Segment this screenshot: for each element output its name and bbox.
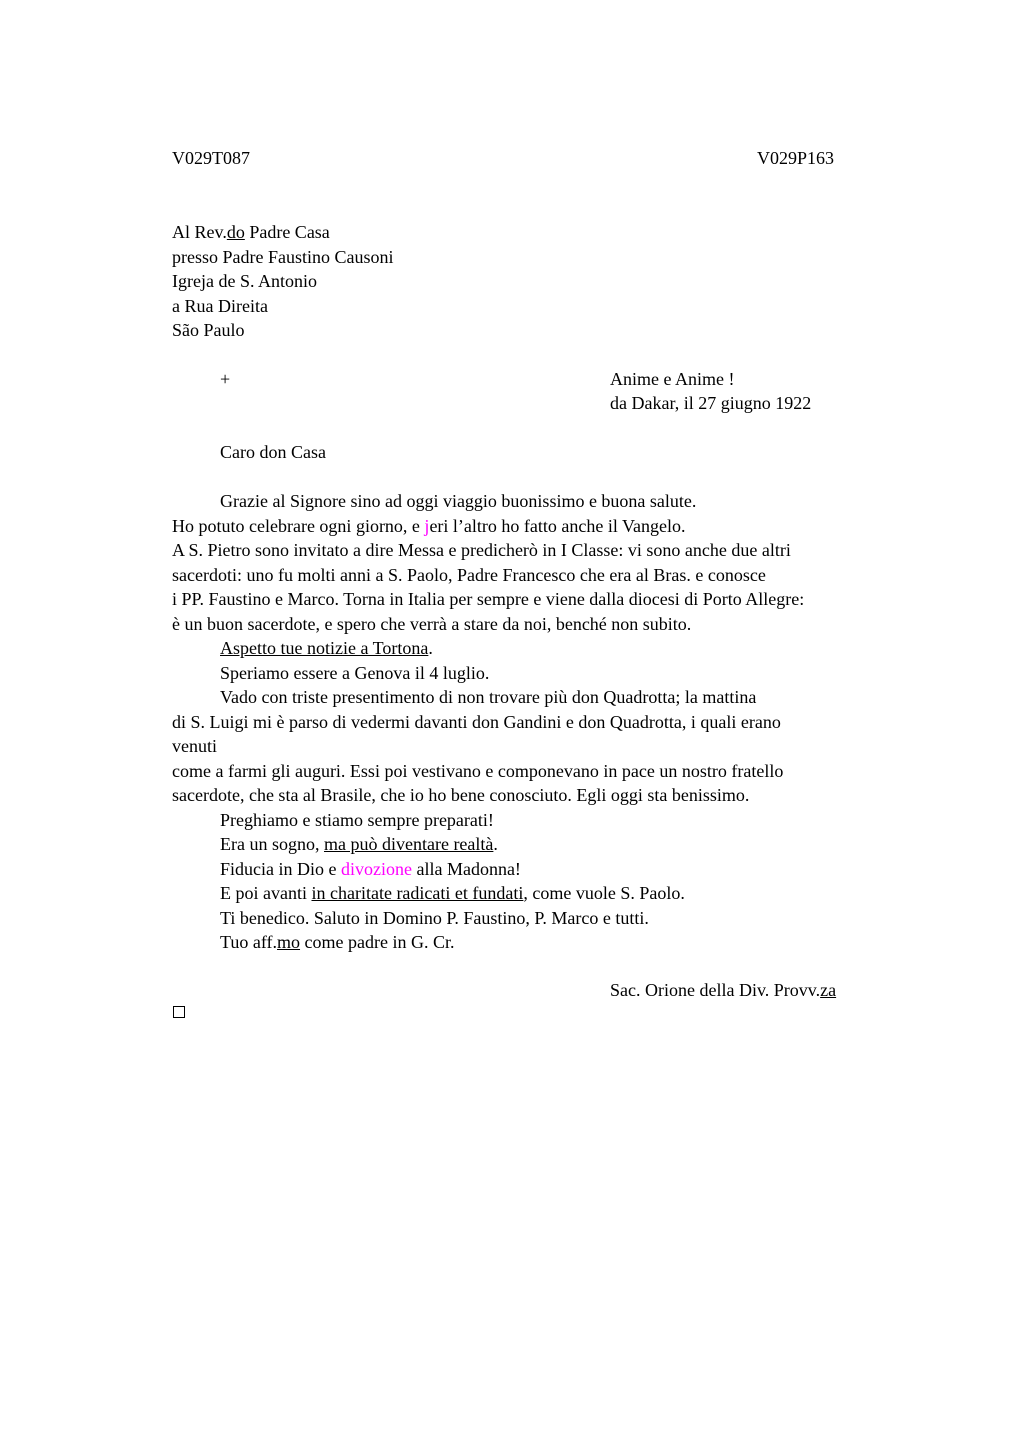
document-code-right: V029P163 [757, 148, 835, 168]
body-line: Grazie al Signore sino ad oggi viaggio buonissimo e buona salute. [220, 491, 697, 511]
body-line: sacerdoti: uno fu molti anni a S. Paolo, Padre Francesco che era al Bras. e conosce [172, 564, 766, 585]
body-line: i PP. Faustino e Marco. Torna in Italia per sempre e viene dalla diocesi di Porto Allegre: [172, 589, 805, 609]
place-date: da Dakar, il 27 giugno 1922 [610, 393, 812, 413]
body-line: Aspetto tue notizie a Tortona. [220, 638, 433, 658]
address-line: presso Padre Faustino Causoni [172, 246, 394, 267]
body-line: di S. Luigi mi è parso di vedermi davanti don Gandini e don Quadrotta, i quali erano [172, 711, 781, 732]
body-line: Speriamo essere a Genova il 4 luglio. [220, 662, 490, 683]
highlighted-word: divozione [340, 858, 412, 879]
checkbox-icon [173, 1006, 185, 1018]
body-line: Fiducia in Dio e divozione alla Madonna! [220, 858, 521, 879]
letter-body [172, 489, 912, 955]
document-code-left: V029T087 [172, 148, 250, 168]
body-line: Ho potuto celebrare ogni giorno, e jeri l’altro ho fatto anche il Vangelo. [172, 515, 686, 536]
address-line: Al Rev.do Padre Casa [172, 222, 330, 242]
body-line: sacerdote, che sta al Brasile, che io ho bene conosciuto. Egli oggi sta benissimo. [172, 785, 750, 805]
underlined-text: ma può diventare realtà [323, 834, 494, 854]
address-block [172, 220, 393, 343]
cross-symbol: + [220, 369, 231, 389]
body-line: Preghiamo e stiamo sempre preparati! [220, 809, 494, 830]
body-line: Era un sogno, ma può diventare realtà. [220, 834, 498, 854]
body-line: Ti benedico. Saluto in Domino P. Faustino, P. Marco e tutti. [220, 907, 649, 928]
highlighted-letter: j [424, 515, 430, 536]
address-line: São Paulo [172, 320, 245, 340]
underlined-text: in charitate radicati et fundati [311, 883, 524, 903]
body-line: Vado con triste presentimento di non trovare più don Quadrotta; la mattina [220, 687, 757, 707]
body-line: è un buon sacerdote, e spero che verrà a stare da noi, benché non subito. [172, 613, 692, 634]
motto: Anime e Anime ! [610, 369, 735, 389]
address-line: Igreja de S. Antonio [172, 271, 317, 291]
signature: Sac. Orione della Div. Provv.za [610, 980, 837, 1000]
body-line: venuti [172, 736, 217, 756]
address-line: a Rua Direita [172, 295, 268, 316]
salutation: Caro don Casa [220, 442, 326, 462]
body-line: come a farmi gli auguri. Essi poi vestivano e componevano in pace un nostro fratello [172, 760, 784, 781]
body-line: E poi avanti in charitate radicati et fundati, come vuole S. Paolo. [220, 883, 685, 903]
underlined-text: Aspetto tue notizie a Tortona [220, 638, 429, 658]
body-line: Tuo aff.mo come padre in G. Cr. [220, 932, 455, 952]
body-line: A S. Pietro sono invitato a dire Messa e predicherò in I Classe: vi sono anche due altri [172, 540, 791, 560]
